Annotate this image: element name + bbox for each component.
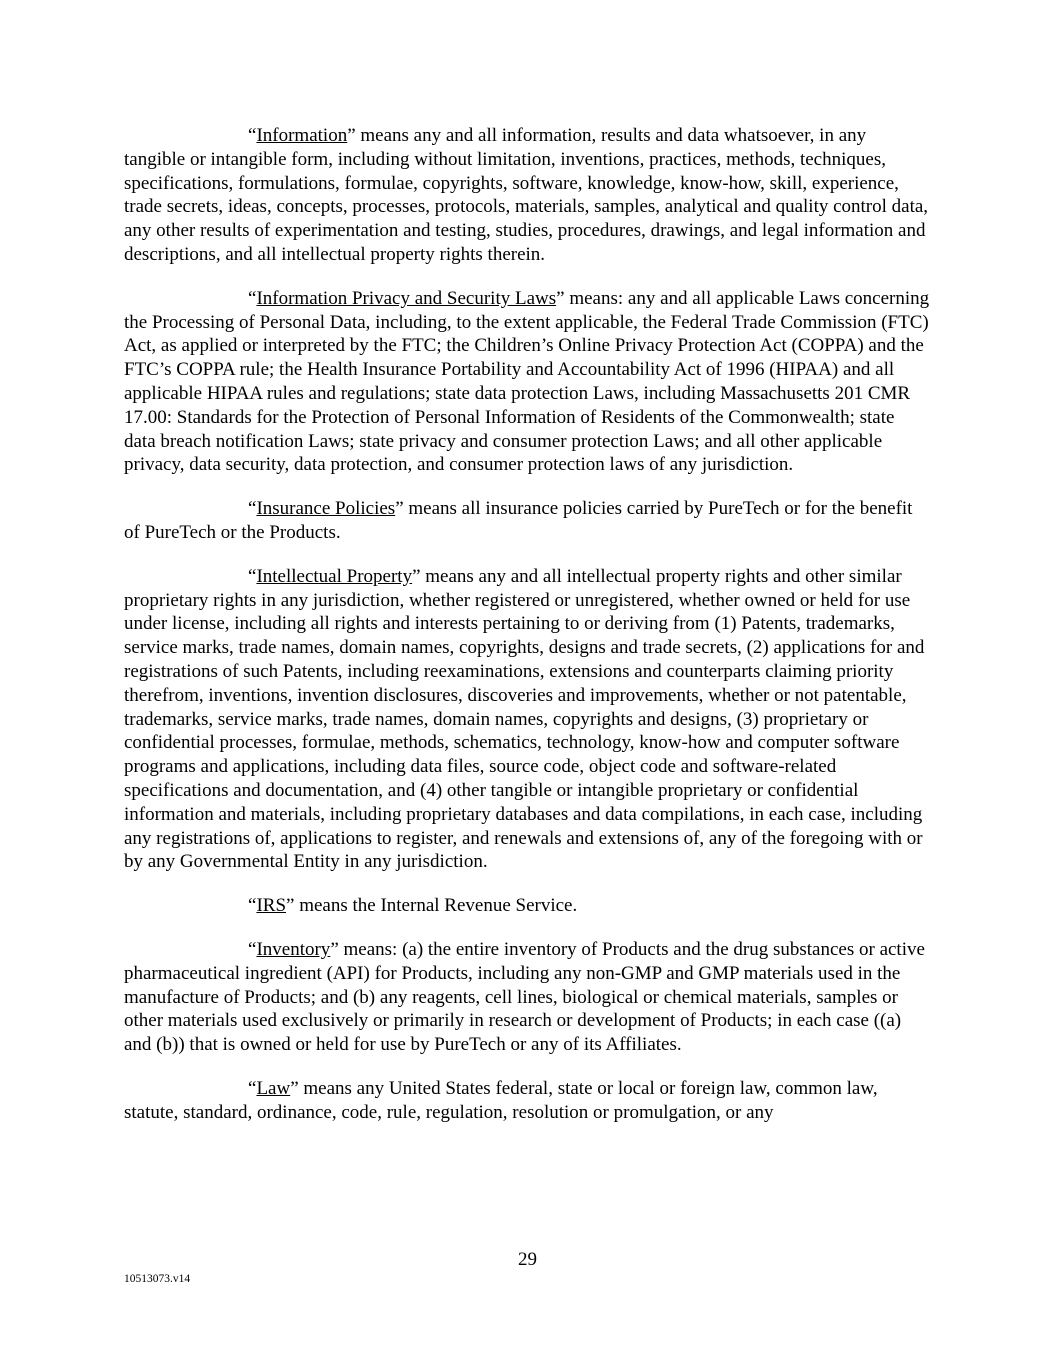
definition-text: ” means the Internal Revenue Service. (286, 895, 578, 917)
definition-irs (124, 894, 930, 918)
definition-text: ” means: (a) the entire inventory of Products and the drug substances or active pharmaceutical ingredient (API) for Products, including any non-GMP and GMP materials used in the manufacture of Products; and (b) any reagents, cell lines, biological or chemical materials, samples or other materials used exclusively or primarily in research or development of Products; in each case ((a) and (b)) that is owned or held for use by PureTech or any of its Affiliates. (124, 938, 925, 1056)
document-body (124, 124, 930, 1144)
open-quote: “ (248, 938, 257, 960)
definition-information (124, 124, 930, 267)
definition-text: ” means any and all intellectual property rights and other similar proprietary rights in any jurisdiction, whether registered or unregistered, whether owned or held for use under license, including all rights and interests pertaining to or deriving from (1) Patents, trademarks, service marks, trade names, domain names, copyrights, designs and trade secrets, (2) applications for and registrations of such Patents, including reexaminations, extensions and counterparts claiming priority therefrom, inventions, invention disclosures, discoveries and improvements, whether or not patentable, trademarks, service marks, trade names, domain names, copyrights and designs, (3) proprietary or confidential processes, formulae, methods, schematics, technology, know-how and computer software programs and applications, including data files, source code, object code and software-related specifications and documentation, and (4) other tangible or intangible proprietary or confidential information and materials, including proprietary databases and data compilations, in each case, including any registrations of, applications to register, and renewals and extensions of, any of the foregoing with or by any Governmental Entity in any jurisdiction. (124, 565, 925, 873)
open-quote: “ (248, 565, 257, 587)
defined-term: Insurance Policies (256, 498, 396, 520)
defined-term: IRS (256, 895, 287, 917)
page-number: 29 (518, 1249, 537, 1270)
open-quote: “ (248, 895, 257, 917)
defined-term: Information (256, 125, 348, 146)
document-id: 10513073.v14 (124, 1273, 191, 1285)
open-quote: “ (248, 1077, 257, 1099)
open-quote: “ (248, 125, 257, 146)
definition-text: ” means any United States federal, state or local or foreign law, common law, statute, standard, ordinance, code, rule, regulation, resolution or promulgation, or any (124, 1077, 878, 1123)
open-quote: “ (248, 287, 257, 309)
defined-term: Law (256, 1077, 291, 1099)
definition-text: ” means all insurance policies carried by PureTech or for the benefit of PureTech or the Products. (124, 498, 913, 543)
definition-inventory (124, 938, 930, 1057)
defined-term: Information Privacy and Security Laws (256, 287, 557, 309)
definition-law (124, 1077, 930, 1125)
definition-information-privacy-security-laws (124, 287, 930, 477)
defined-term: Inventory (256, 938, 331, 960)
definition-text: ” means any and all information, results and data whatsoever, in any tangible or intangible form, including without limitation, inventions, practices, methods, techniques, specifications, formulations, formulae, copyrights, software, knowledge, know-how, skill, experience, trade secrets, ideas, concepts, processes, protocols, materials, samples, analytical and quality control data, any other results of experimentation and testing, studies, procedures, drawings, and legal information and descriptions, and all intellectual property rights therein. (124, 125, 929, 265)
open-quote: “ (248, 498, 257, 520)
defined-term: Intellectual Property (256, 565, 413, 587)
definition-intellectual-property (124, 565, 930, 874)
definition-text: ” means: any and all applicable Laws concerning the Processing of Personal Data, including, to the extent applicable, the Federal Trade Commission (FTC) Act, as applied or interpreted by the FTC; the Children’s Online Privacy Protection Act (COPPA) and the FTC’s COPPA rule; the Health Insurance Portability and Accountability Act of 1996 (HIPAA) and all applicable HIPAA rules and regulations; state data protection Laws, including Massachusetts 201 CMR 17.00: Standards for the Protection of Personal Information of Residents of the Commonwealth; state data breach notification Laws; state privacy and consumer protection Laws; and all other applicable privacy, data security, data protection, and consumer protection laws of any jurisdiction. (124, 287, 930, 476)
definition-insurance-policies (124, 497, 930, 545)
